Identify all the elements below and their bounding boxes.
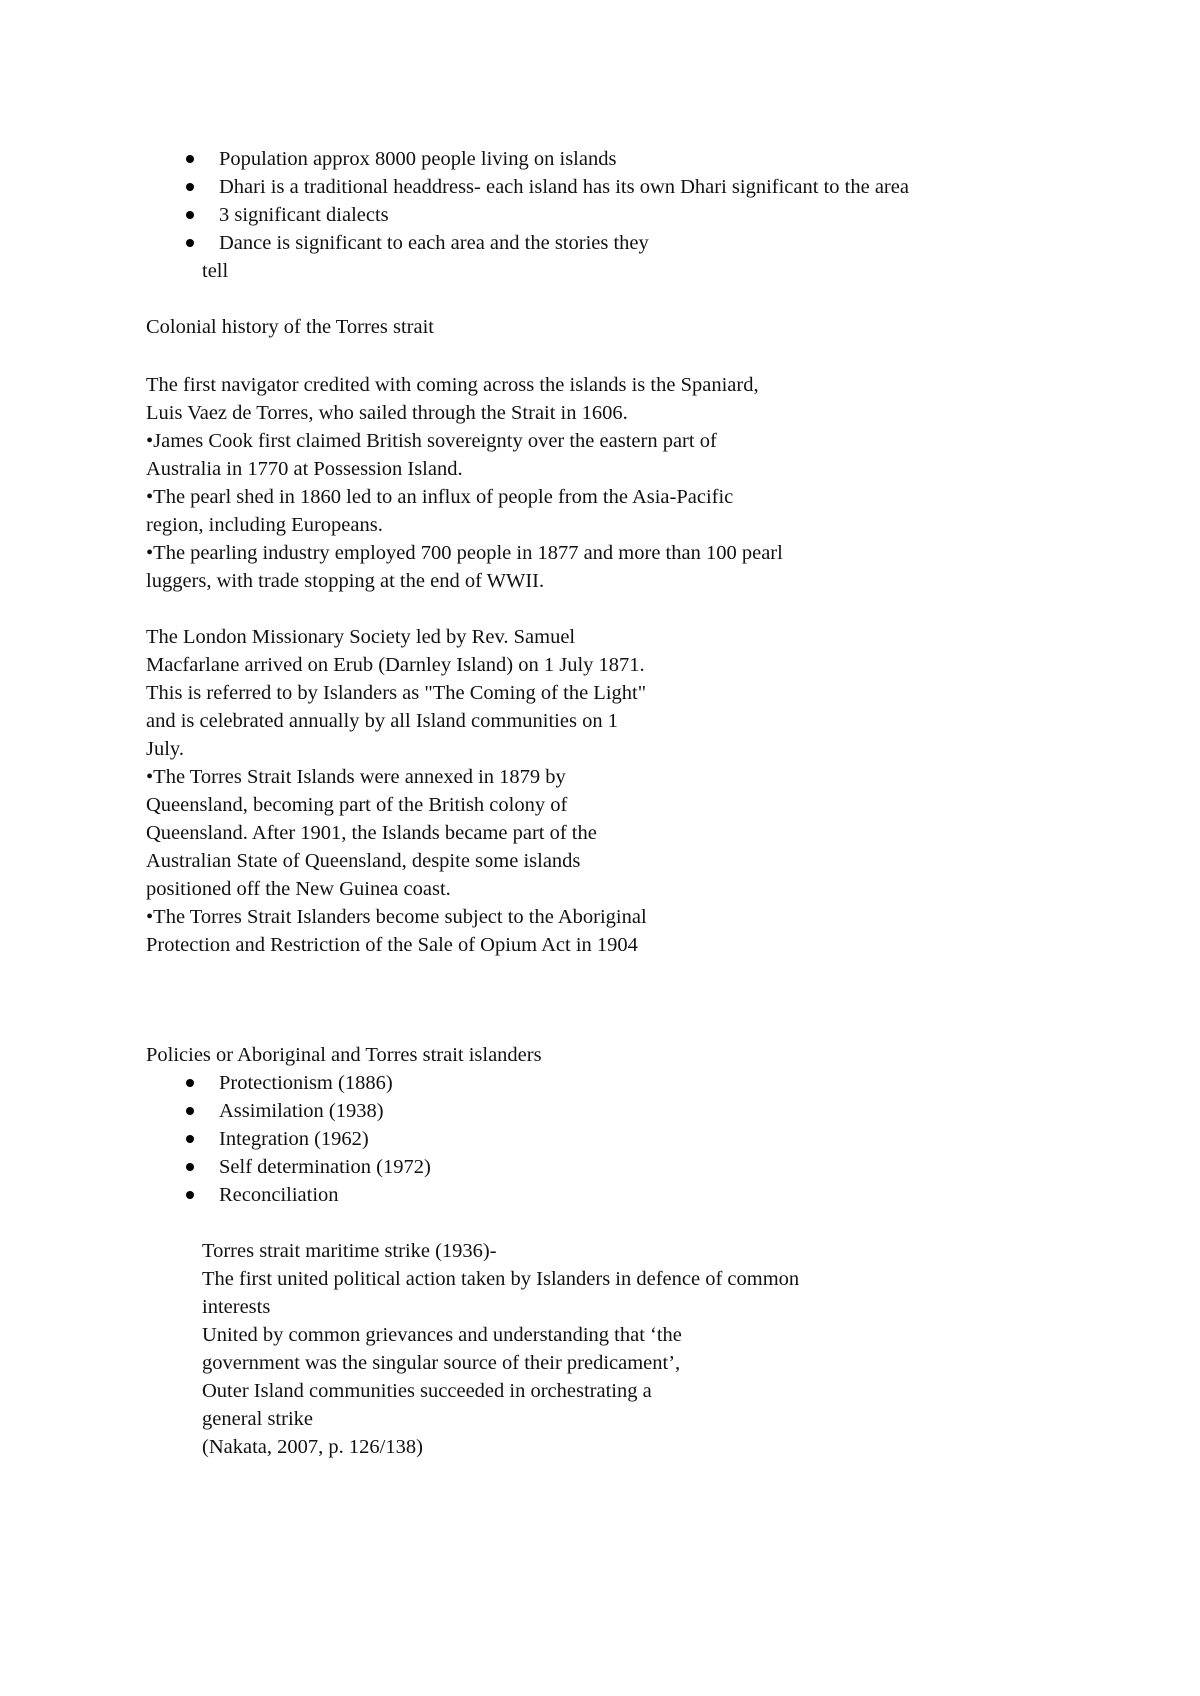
list-item: Self determination (1972) (219, 1156, 431, 1178)
list-item-continuation: tell (202, 260, 229, 282)
text-line: The first navigator credited with coming across the islands is the Spaniard, (146, 374, 759, 396)
list-item: Population approx 8000 people living on islands (219, 148, 617, 170)
text-line: general strike (202, 1408, 313, 1430)
text-line: •The Torres Strait Islanders become subject to the Aboriginal (146, 906, 647, 928)
text-line: positioned off the New Guinea coast. (146, 878, 451, 900)
text-line: The London Missionary Society led by Rev. Samuel (146, 626, 576, 648)
bullet-icon (186, 183, 194, 191)
list-item: 3 significant dialects (219, 204, 389, 226)
text-line: July. (146, 738, 184, 760)
text-line: Queensland. After 1901, the Islands became part of the (146, 822, 597, 844)
text-line: Macfarlane arrived on Erub (Darnley Island) on 1 July 1871. (146, 654, 645, 676)
text-line: Queensland, becoming part of the British colony of (146, 794, 568, 816)
bullet-icon (186, 1163, 194, 1171)
citation: (Nakata, 2007, p. 126/138) (202, 1436, 423, 1458)
list-item: Dhari is a traditional headdress- each island has its own Dhari significant to the area (219, 176, 909, 198)
bullet-icon (186, 1079, 194, 1087)
text-line: •James Cook first claimed British sovereignty over the eastern part of (146, 430, 717, 452)
text-line: •The pearling industry employed 700 people in 1877 and more than 100 pearl (146, 542, 783, 564)
colonial-heading: Colonial history of the Torres strait (146, 316, 434, 338)
text-line: luggers, with trade stopping at the end of WWII. (146, 570, 545, 592)
strike-heading: Torres strait maritime strike (1936)- (202, 1240, 497, 1262)
list-item: Integration (1962) (219, 1128, 369, 1150)
bullet-icon (186, 239, 194, 247)
bullet-icon (186, 1191, 194, 1199)
text-line: region, including Europeans. (146, 514, 383, 536)
bullet-icon (186, 1135, 194, 1143)
text-line: Outer Island communities succeeded in orchestrating a (202, 1380, 652, 1402)
bullet-icon (186, 211, 194, 219)
list-item: Protectionism (1886) (219, 1072, 393, 1094)
text-line: Luis Vaez de Torres, who sailed through the Strait in 1606. (146, 402, 628, 424)
text-line: United by common grievances and understanding that ‘the (202, 1324, 682, 1346)
text-line: and is celebrated annually by all Island communities on 1 (146, 710, 618, 732)
list-item: Dance is significant to each area and the stories they (219, 232, 649, 254)
text-line: government was the singular source of their predicament’, (202, 1352, 681, 1374)
list-item: Assimilation (1938) (219, 1100, 384, 1122)
text-line: •The Torres Strait Islands were annexed in 1879 by (146, 766, 566, 788)
policies-heading: Policies or Aboriginal and Torres strait islanders (146, 1044, 542, 1066)
text-line: The first united political action taken by Islanders in defence of common (202, 1268, 800, 1290)
text-line: Australian State of Queensland, despite some islands (146, 850, 581, 872)
text-line: This is referred to by Islanders as "The Coming of the Light" (146, 682, 647, 704)
text-line: Protection and Restriction of the Sale of Opium Act in 1904 (146, 934, 638, 956)
text-line: •The pearl shed in 1860 led to an influx of people from the Asia-Pacific (146, 486, 734, 508)
bullet-icon (186, 155, 194, 163)
text-line: interests (202, 1296, 271, 1318)
list-item: Reconciliation (219, 1184, 339, 1206)
bullet-icon (186, 1107, 194, 1115)
text-line: Australia in 1770 at Possession Island. (146, 458, 463, 480)
